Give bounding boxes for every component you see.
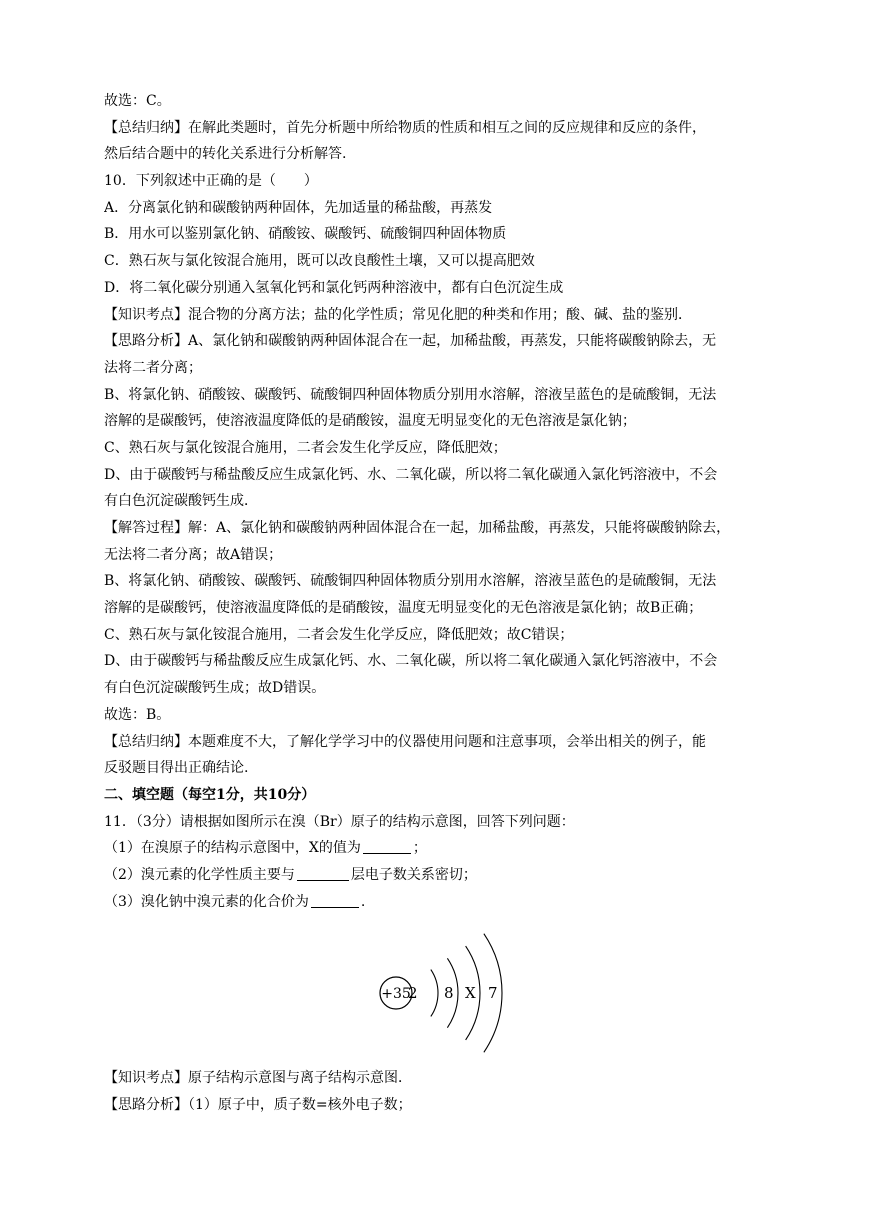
- document-body: [104, 88, 769, 1119]
- text-line-8: 【知识考点】混合物的分离方法；盐的化学性质；常见化肥的种类和作用；酸、碱、盐的鉴别．: [104, 306, 692, 323]
- bromine-atom-diagram: [364, 923, 504, 1063]
- analysis-line-0: 【知识考点】原子结构示意图与离子结构示意图．: [104, 1070, 412, 1087]
- sub-question-2: （2）溴元素的化学性质主要与 层电子数关系密切；: [104, 862, 769, 889]
- shell-arc-0: [431, 970, 438, 1017]
- sub-question-3: （3）溴化钠中溴元素的化合价为 .: [104, 889, 769, 916]
- nucleus-charge: +35: [381, 986, 411, 1003]
- text-line-12: 溶解的是碳酸钙，使溶液温度降低的是硝酸铵，温度无明显变化的无色溶液是氯化钠；: [104, 413, 636, 430]
- shell-electrons-3: 7: [488, 984, 498, 1003]
- text-line-3: 10．下列叙述中正确的是（ ）: [104, 173, 318, 190]
- question-11: 11．（3分）请根据如图所示在溴（Br）原子的结构示意图，回答下列问题：: [104, 813, 575, 830]
- text-line-23: 故选：B。: [104, 706, 171, 723]
- sub-question-1: （1）在溴原子的结构示意图中，X的值为 ；: [104, 835, 769, 862]
- text-line-11: B、将氯化钠、硝酸铵、碳酸钙、硫酸铜四种固体物质分别用水溶解，溶液呈蓝色的是硫酸铜，无法: [104, 386, 717, 403]
- electron-shells: [408, 934, 502, 1053]
- text-line-0: 故选：C。: [104, 93, 171, 109]
- analysis-lines: [104, 1065, 769, 1118]
- section-heading: 二、填空题（每空1分，共10分）: [104, 786, 316, 803]
- text-line-4: A．分离氯化钠和碳酸钠两种固体，先加适量的稀盐酸，再蒸发: [104, 199, 493, 216]
- text-line-5: B．用水可以鉴别氯化钠、硝酸铵、碳酸钙、硫酸铜四种固体物质: [104, 226, 507, 243]
- text-line-16: 【解答过程】解：A、氯化钠和碳酸钠两种固体混合在一起，加稀盐酸，再蒸发，只能将碳酸钠除去，: [104, 520, 731, 536]
- atom-diagram-area: [104, 915, 769, 1065]
- answer-lines: [104, 88, 769, 782]
- text-line-25: 反驳题目得出正确结论.: [104, 760, 249, 777]
- answer-blank-2: [297, 864, 349, 881]
- text-line-15: 有白色沉淀碳酸钙生成．: [104, 493, 258, 510]
- text-line-1: 【总结归纳】在解此类题时，首先分析题中所给物质的性质和相互之间的反应规律和反应的条件，: [104, 119, 706, 136]
- text-line-10: 法将二者分离；: [104, 359, 202, 376]
- text-line-24: 【总结归纳】本题难度不大，了解化学学习中的仪器使用问题和注意事项，会举出相关的例子，能: [104, 733, 706, 750]
- text-line-20: C、熟石灰与氯化铵混合施用，二者会发生化学反应，降低肥效；故C错误；: [104, 626, 574, 643]
- text-line-9: 【思路分析】A、氯化钠和碳酸钠两种固体混合在一起，加稀盐酸，再蒸发，只能将碳酸钠除去，无: [104, 333, 717, 350]
- shell-electrons-1: 8: [444, 984, 454, 1003]
- text-line-6: C．熟石灰与氯化铵混合施用，既可以改良酸性土壤，又可以提高肥效: [104, 253, 535, 270]
- text-line-17: 无法将二者分离；故A错误；: [104, 546, 283, 563]
- text-line-22: 有白色沉淀碳酸钙生成；故D错误。: [104, 680, 326, 697]
- text-line-13: C、熟石灰与氯化铵混合施用，二者会发生化学反应，降低肥效；: [104, 439, 507, 456]
- analysis-line-1: 【思路分析】（1）原子中，质子数=核外电子数；: [104, 1097, 412, 1113]
- text-line-14: D、由于碳酸钙与稀盐酸反应生成氯化钙、水、二氧化碳，所以将二氧化碳通入氯化钙溶液中，不会: [104, 466, 718, 483]
- text-line-18: B、将氯化钠、硝酸铵、碳酸钙、硫酸铜四种固体物质分别用水溶解，溶液呈蓝色的是硫酸铜，无法: [104, 573, 717, 590]
- text-line-19: 溶解的是碳酸钙，使溶液温度降低的是硝酸铵，温度无明显变化的无色溶液是氯化钠；故B正确；: [104, 600, 703, 617]
- shell-electrons-2: X: [465, 984, 476, 1003]
- text-line-7: D．将二氧化碳分别通入氢氧化钙和氯化钙两种溶液中，都有白色沉淀生成: [104, 279, 564, 296]
- text-line-21: D、由于碳酸钙与稀盐酸反应生成氯化钙、水、二氧化碳，所以将二氧化碳通入氯化钙溶液中，不会: [104, 653, 718, 670]
- shell-electrons-0: 2: [408, 984, 418, 1003]
- text-line-2: 然后结合题中的转化关系进行分析解答.: [104, 146, 347, 163]
- answer-blank-1: [363, 837, 411, 854]
- answer-blank-3: [311, 891, 359, 908]
